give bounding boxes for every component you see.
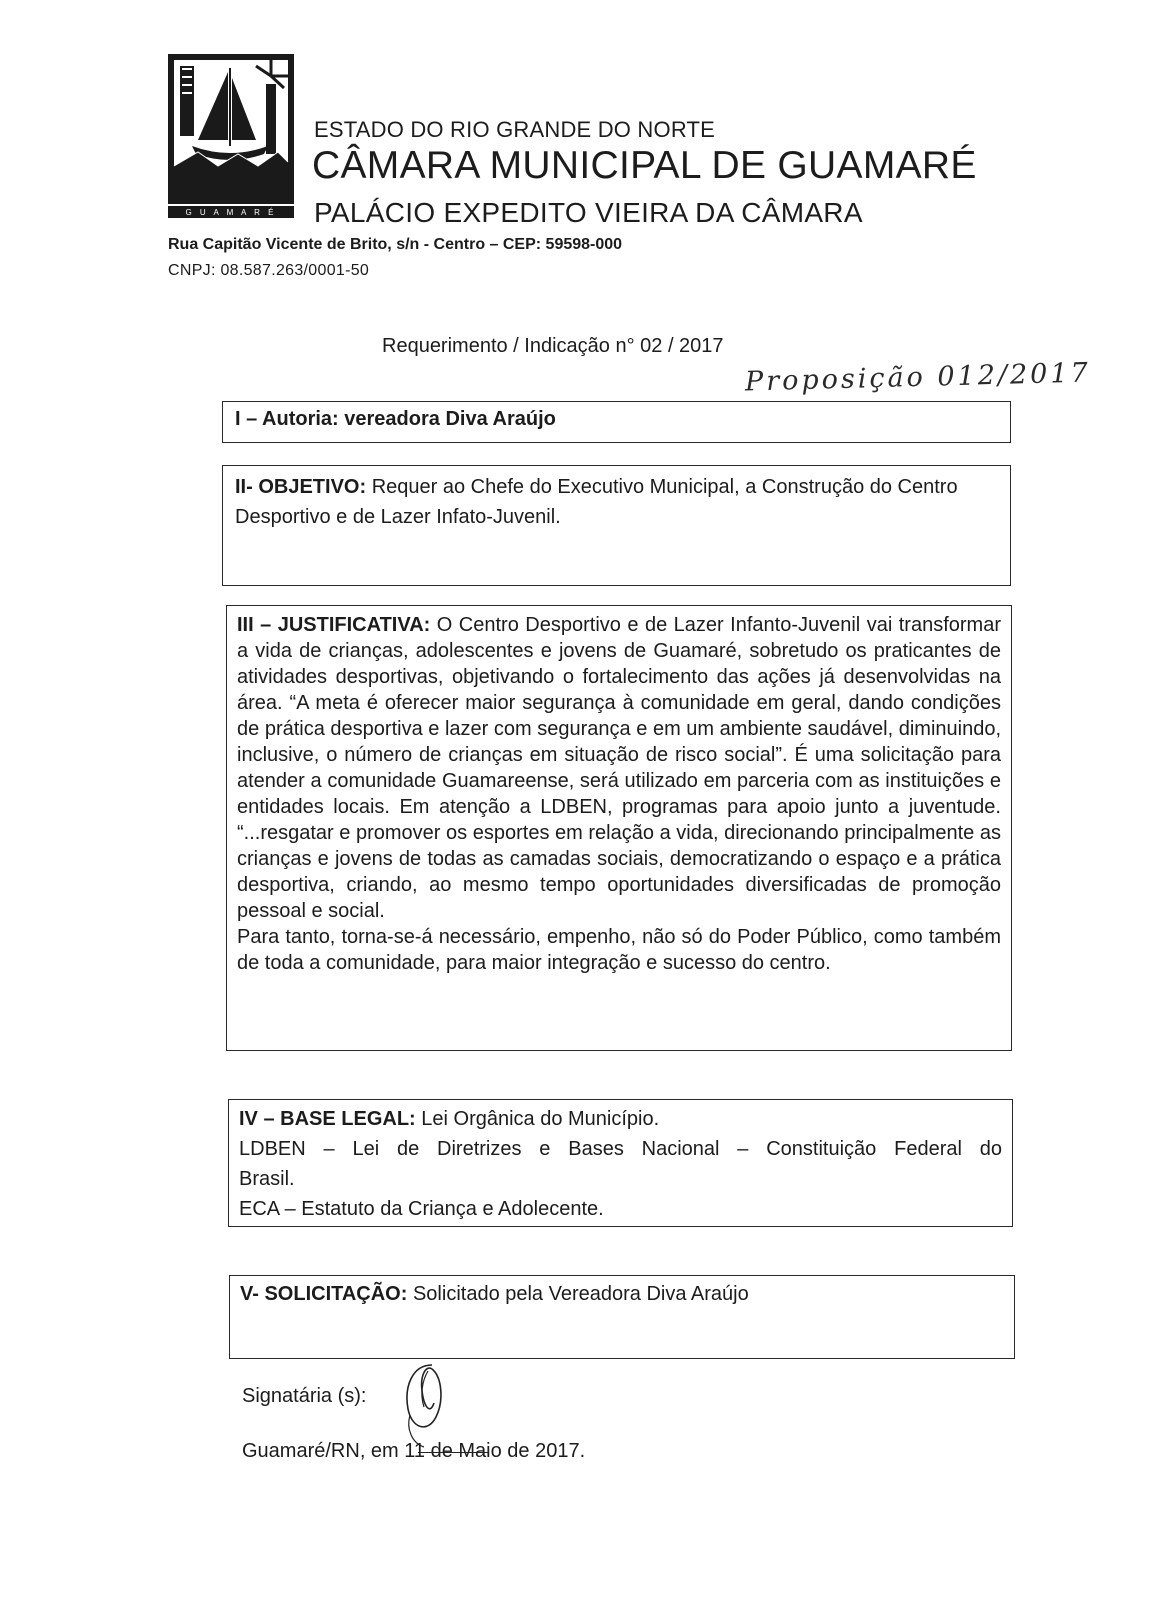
objetivo-text: Requer ao Chefe do Executivo Municipal, a Construção do Centro Desportivo e de Lazer Infato-Juvenil. (235, 476, 958, 528)
date-line: Guamaré/RN, em 11 de Maio de 2017. (242, 1440, 586, 1462)
section-objetivo (222, 465, 1011, 586)
base-legal-line2: LDBEN – Lei de Diretrizes e Bases Nacional – Constituição Federal do (239, 1138, 1002, 1160)
base-legal-line3: Brasil. (239, 1168, 295, 1190)
objetivo-label: II- OBJETIVO: (235, 476, 367, 498)
palacio-name: PALÁCIO EXPEDITO VIEIRA DA CÂMARA (314, 197, 863, 228)
address: Rua Capitão Vicente de Brito, s/n - Centro – CEP: 59598-000 (168, 236, 623, 253)
section-base-legal (228, 1099, 1013, 1227)
base-legal-row-1 (239, 1104, 1002, 1134)
camara-logo (168, 54, 294, 224)
camara-name: CÂMARA MUNICIPAL DE GUAMARÉ (312, 144, 977, 187)
base-legal-line1: Lei Orgânica do Município. (421, 1108, 660, 1130)
section-solicitacao (229, 1275, 1015, 1359)
justificativa-para1: O Centro Desportivo e de Lazer Infanto-Juvenil vai transformar a vida de crianças, adolescentes e jovens de Guamaré, sobretudo os praticantes de atividades desportivas, objetivando o fortalecimento das ações já desenvolvidas na área. “A meta é oferecer maior segurança à comunidade em geral, dando condições de prática desportiva e lazer com segurança e em um ambiente saudável, diminuindo, inclusive, o número de crianças em situação de risco social”. É uma solicitação para atender a comunidade Guamareense, será utilizado em parceria com as instituições e entidades locais. Em atenção a LDBEN, programas para apoio junto a juventude. “...resgatar e promover os esportes em relação a vida, direcionando principalmente as crianças e jovens de todas as camadas sociais, democratizando o espaço e a prática desportiva, criando, ao mesmo tempo oportunidades diversificadas de promoção pessoal e social. (237, 614, 1001, 922)
handwritten-protocol-note: Proposição 012/2017 (744, 357, 1092, 398)
svg-text:G U A M A R É: G U A M A R É (185, 208, 277, 217)
section-autoria (222, 401, 1011, 443)
solicitacao-text: Solicitado pela Vereadora Diva Araújo (412, 1283, 749, 1305)
signatories-label: Signatária (s): (242, 1385, 367, 1407)
base-legal-line4: ECA – Estatuto da Criança e Adolecente. (239, 1198, 604, 1220)
state-name: ESTADO DO RIO GRANDE DO NORTE (314, 117, 716, 142)
handwritten-signature-icon (392, 1357, 462, 1452)
request-title: Requerimento / Indicação n° 02 / 2017 (382, 335, 724, 357)
section-justificativa (226, 605, 1012, 1051)
base-legal-label: IV – BASE LEGAL: (239, 1108, 416, 1130)
solicitacao-label: V- SOLICITAÇÃO: (240, 1283, 408, 1305)
signature-stamp (392, 1357, 462, 1452)
strikethrough-mark (418, 1452, 488, 1453)
cnpj: CNPJ: 08.587.263/0001-50 (168, 262, 370, 279)
justificativa-label: III – JUSTIFICATIVA: (237, 614, 431, 636)
autoria-text: I – Autoria: vereadora Diva Araújo (235, 408, 556, 430)
justificativa-paragraph-1 (237, 612, 1001, 924)
sailboat-windmill-logo-icon (168, 54, 294, 224)
justificativa-para2: Para tanto, torna-se-á necessário, empenho, não só do Poder Público, como também de toda a comunidade, para maior integração e sucesso do centro. (237, 926, 1001, 974)
